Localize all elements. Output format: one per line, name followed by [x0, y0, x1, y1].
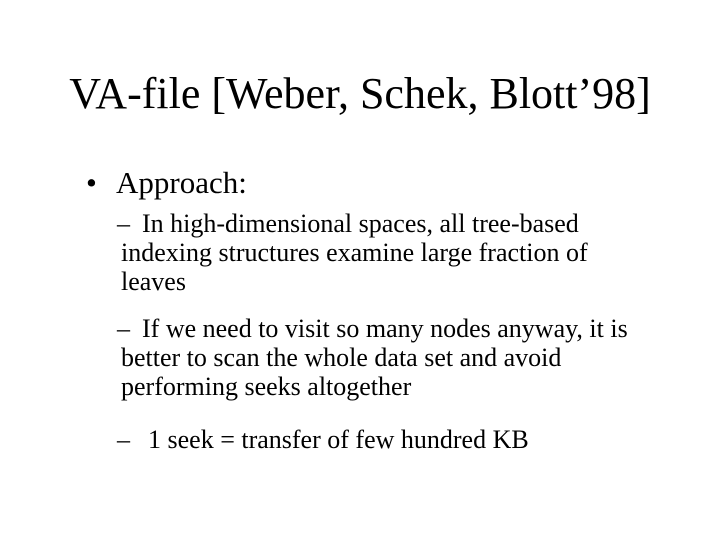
sub-bullet-line: 1 seek = transfer of few hundred KB [148, 425, 529, 454]
bullet-marker: • [86, 165, 97, 200]
sub-bullet-3 [117, 425, 677, 454]
sub-bullet-1 [117, 209, 677, 296]
sub-bullet-line: In high-dimensional spaces, all tree-based [142, 209, 579, 238]
sub-bullet-marker: – [117, 425, 130, 454]
slide-title: VA-file [Weber, Schek, Blott’98] [69, 69, 651, 118]
bullet-approach [86, 164, 247, 202]
bullet-label: Approach: [116, 165, 247, 200]
sub-bullet-line: performing seeks altogether [121, 372, 412, 401]
sub-bullet-2 [117, 314, 677, 401]
sub-bullet-marker: – [117, 209, 130, 238]
sub-bullet-line: indexing structures examine large fraction of [121, 238, 588, 267]
sub-bullet-marker: – [117, 314, 130, 343]
sub-bullet-line: better to scan the whole data set and avoid [121, 343, 562, 372]
sub-bullet-line: If we need to visit so many nodes anyway, it is [142, 314, 628, 343]
sub-bullet-line: leaves [121, 267, 186, 296]
